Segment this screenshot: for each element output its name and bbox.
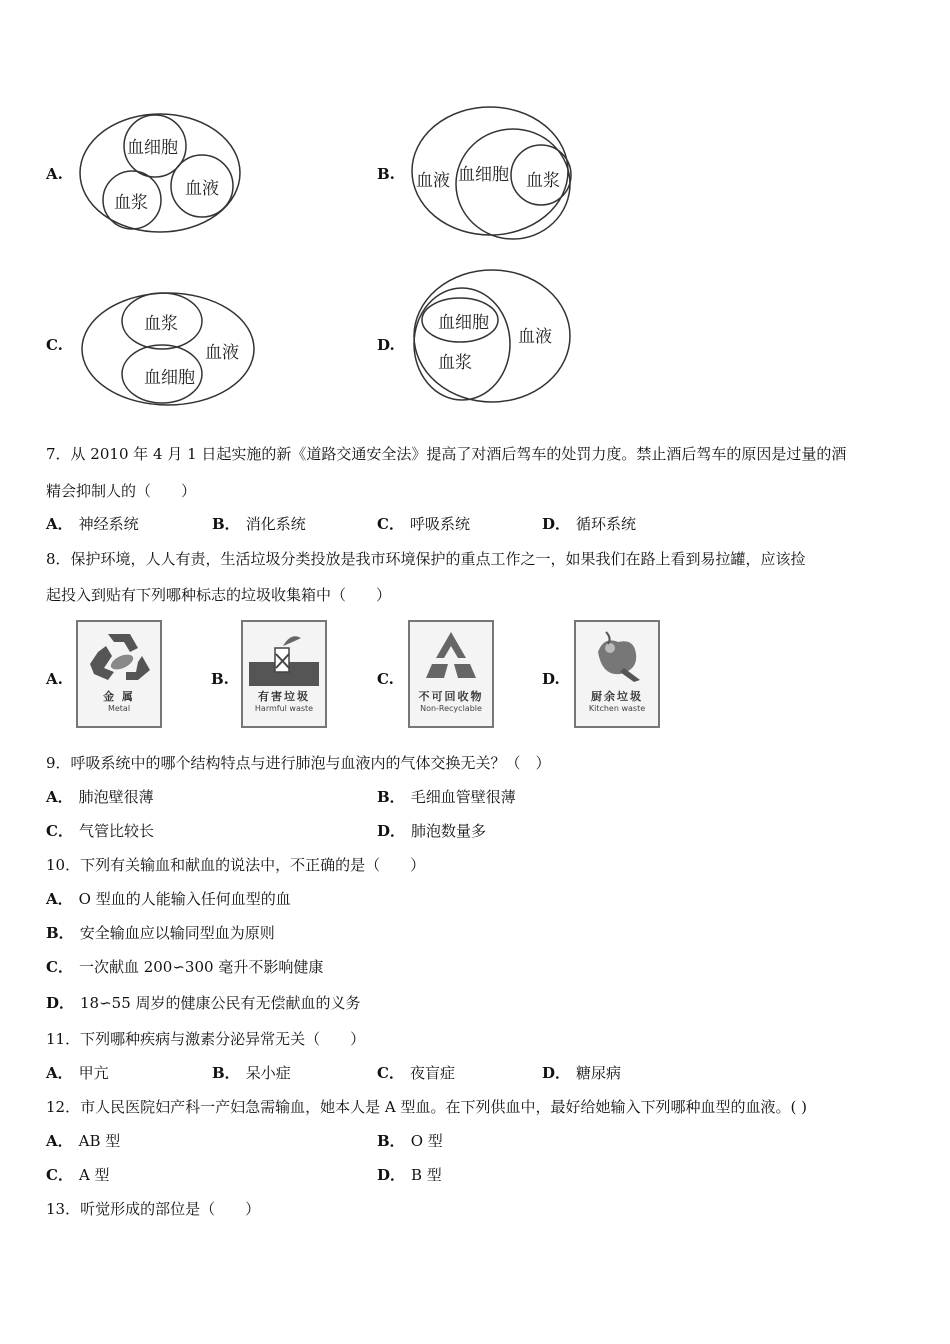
q8-option-d-letter: D. xyxy=(542,670,560,688)
q10-option-a[interactable]: A． O 型血的人能输入任何血型的血 xyxy=(46,890,291,908)
label-blood: 血液 xyxy=(416,171,450,191)
bin-label-en: Kitchen waste xyxy=(588,704,646,713)
q7-option-d[interactable]: D． 循环系统 xyxy=(542,515,637,533)
plasma-ellipse xyxy=(414,288,510,400)
q8-option-b-letter: B. xyxy=(211,670,229,688)
q7-option-a[interactable]: A． 神经系统 xyxy=(46,515,139,533)
recycle-metal-icon xyxy=(78,622,160,688)
label-blood: 血液 xyxy=(185,179,219,199)
diagram-b xyxy=(410,104,576,240)
q9-option-b[interactable]: B． 毛细血管壁很薄 xyxy=(377,788,516,806)
q7-stem-line1: 7．从 2010 年 4 月 1 日起实施的新《道路交通安全法》提高了对酒后驾车的处罚力度。禁止酒后驾车的原因是过量的酒 xyxy=(46,445,847,463)
bin-label-en: Metal xyxy=(107,704,131,713)
q10-option-c[interactable]: C． 一次献血 200∽300 毫升不影响健康 xyxy=(46,958,324,976)
diagram-d-letter: D. xyxy=(377,336,395,354)
q12-option-a[interactable]: A． AB 型 xyxy=(46,1132,121,1150)
q9-option-a[interactable]: A． 肺泡壁很薄 xyxy=(46,788,154,806)
q13-stem: 13．听觉形成的部位是（ ） xyxy=(46,1200,261,1218)
q9-option-c[interactable]: C． 气管比较长 xyxy=(46,822,154,840)
q11-option-c[interactable]: C． 夜盲症 xyxy=(377,1064,455,1082)
q9-stem: 9．呼吸系统中的哪个结构特点与进行肺泡与血液内的气体交换无关？（ ） xyxy=(46,754,551,772)
diagram-b-letter: B. xyxy=(377,165,395,183)
bin-label-cn: 有害垃圾 xyxy=(258,690,310,703)
label-cell: 血细胞 xyxy=(458,165,509,185)
label-cell: 血细胞 xyxy=(438,313,489,333)
bin-label-cn: 金 属 xyxy=(103,690,135,703)
q10-stem: 10．下列有关输血和献血的说法中，不正确的是（ ） xyxy=(46,856,426,874)
label-blood: 血液 xyxy=(205,343,239,363)
diagram-d xyxy=(410,266,576,410)
q8-option-c-letter: C. xyxy=(377,670,394,688)
q8-option-a-letter: A. xyxy=(46,670,63,688)
harmful-waste-icon xyxy=(243,622,325,688)
label-plasma: 血浆 xyxy=(114,193,148,213)
q8-stem-line2: 起投入到贴有下列哪种标志的垃圾收集箱中（ ） xyxy=(46,586,392,604)
q11-option-d[interactable]: D． 糖尿病 xyxy=(542,1064,622,1082)
q12-stem: 12．市人民医院妇产科一产妇急需输血，她本人是 A 型血。在下列供血中，最好给她输入下列哪种血型的血液。( ) xyxy=(46,1098,807,1116)
diagram-a xyxy=(78,110,248,236)
diagram-c-letter: C. xyxy=(46,336,63,354)
label-cell: 血细胞 xyxy=(127,138,178,158)
q12-option-b[interactable]: B． O 型 xyxy=(377,1132,443,1150)
bin-label-en: Non-Recyclable xyxy=(420,704,482,713)
diagram-c xyxy=(80,290,260,408)
kitchen-waste-icon xyxy=(576,622,658,688)
q11-stem: 11．下列哪种疾病与激素分泌异常无关（ ） xyxy=(46,1030,366,1048)
q11-option-b[interactable]: B． 呆小症 xyxy=(212,1064,291,1082)
q7-option-c[interactable]: C． 呼吸系统 xyxy=(377,515,470,533)
q7-stem-line2: 精会抑制人的（ ） xyxy=(46,482,197,500)
q8-option-a-metal-sign[interactable] xyxy=(76,620,162,728)
q8-option-b-harmful-sign[interactable] xyxy=(241,620,327,728)
q10-option-b[interactable]: B． 安全输血应以输同型血为原则 xyxy=(46,924,275,942)
bin-label-cn: 不可回收物 xyxy=(418,690,484,703)
diagram-a-letter: A. xyxy=(46,165,63,183)
q11-option-a[interactable]: A． 甲亢 xyxy=(46,1064,109,1082)
q7-option-b[interactable]: B． 消化系统 xyxy=(212,515,306,533)
bin-label-cn: 厨余垃圾 xyxy=(591,690,643,703)
label-cell: 血细胞 xyxy=(144,368,195,388)
bin-label-en: Harmful waste xyxy=(254,704,314,713)
q10-option-d[interactable]: D． 18∽55 周岁的健康公民有无偿献血的义务 xyxy=(46,994,361,1012)
label-plasma: 血浆 xyxy=(144,314,178,334)
q9-option-d[interactable]: D． 肺泡数量多 xyxy=(377,822,487,840)
q8-option-c-nonrecyclable-sign[interactable] xyxy=(408,620,494,728)
label-blood: 血液 xyxy=(518,327,552,347)
q12-option-d[interactable]: D． B 型 xyxy=(377,1166,442,1184)
label-plasma: 血浆 xyxy=(438,353,472,373)
q12-option-c[interactable]: C． A 型 xyxy=(46,1166,110,1184)
label-plasma: 血浆 xyxy=(526,171,560,191)
q8-option-d-kitchen-sign[interactable] xyxy=(574,620,660,728)
q8-stem-line1: 8．保护环境，人人有责，生活垃圾分类投放是我市环境保护的重点工作之一，如果我们在路上看到易拉罐，应该捡 xyxy=(46,550,806,568)
non-recyclable-icon xyxy=(410,622,492,688)
